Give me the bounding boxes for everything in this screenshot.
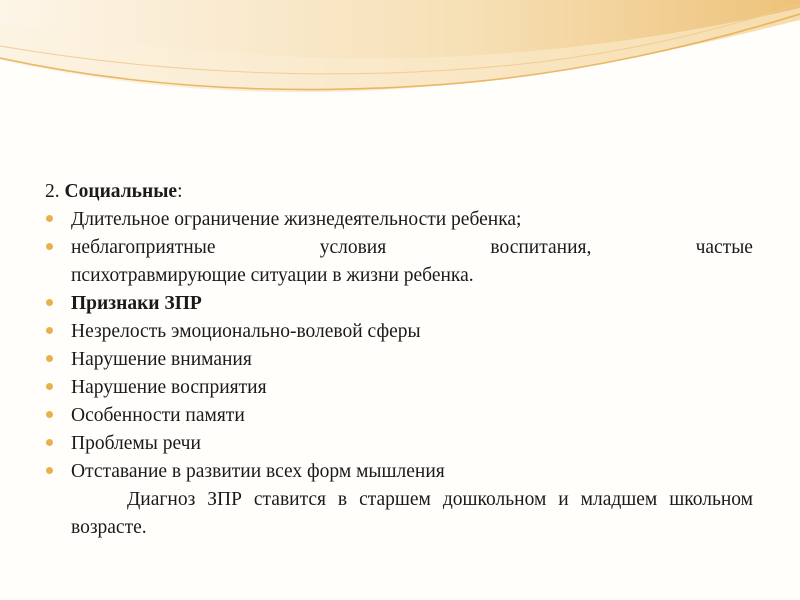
list-item xyxy=(45,346,753,374)
bullet-icon xyxy=(46,467,53,474)
bullet-icon xyxy=(46,327,53,334)
list-item xyxy=(45,430,753,458)
bullet-icon xyxy=(46,439,53,446)
list-item xyxy=(45,318,753,346)
list-item xyxy=(45,234,753,290)
list-item-text: Длительное ограничение жизнедеятельности ребенка; xyxy=(71,209,522,230)
list-item xyxy=(45,458,753,486)
header-wave-decoration xyxy=(0,0,800,110)
list-item xyxy=(45,206,753,234)
list-item-text: Нарушение восприятия xyxy=(71,377,267,398)
list-item-second-line: психотравмирующие ситуации в жизни ребенка. xyxy=(71,265,474,286)
bullet-icon xyxy=(46,243,53,250)
list-item-subheading xyxy=(45,290,753,318)
word: воспитания, xyxy=(490,237,592,258)
word: условия xyxy=(319,237,387,258)
list-item-text: Нарушение внимания xyxy=(71,349,252,370)
list-item-text: Особенности памяти xyxy=(71,405,245,426)
bullet-icon xyxy=(46,411,53,418)
heading-suffix: : xyxy=(177,181,183,202)
bullet-icon xyxy=(46,383,53,390)
subheading-text: Признаки ЗПР xyxy=(71,293,202,314)
list-item-text: Проблемы речи xyxy=(71,433,201,454)
heading-line xyxy=(45,178,753,206)
word: частые xyxy=(695,237,753,258)
list-item-first-line xyxy=(71,234,753,262)
slide-content xyxy=(45,178,753,542)
heading-number: 2. xyxy=(45,181,65,202)
list-item-text: Отставание в развитии всех форм мышления xyxy=(71,461,445,482)
heading-title: Социальные xyxy=(64,181,178,202)
bullet-icon xyxy=(46,355,53,362)
bullet-icon xyxy=(46,215,53,222)
word: неблагоприятные xyxy=(71,237,216,258)
bullet-icon xyxy=(46,299,53,306)
closing-paragraph: Диагноз ЗПР ставится в старшем дошкольном и младшем школьном возрасте. xyxy=(71,489,753,538)
list-item xyxy=(45,374,753,402)
list-item xyxy=(45,402,753,430)
list-item-text: Незрелость эмоционально-волевой сферы xyxy=(71,321,421,342)
